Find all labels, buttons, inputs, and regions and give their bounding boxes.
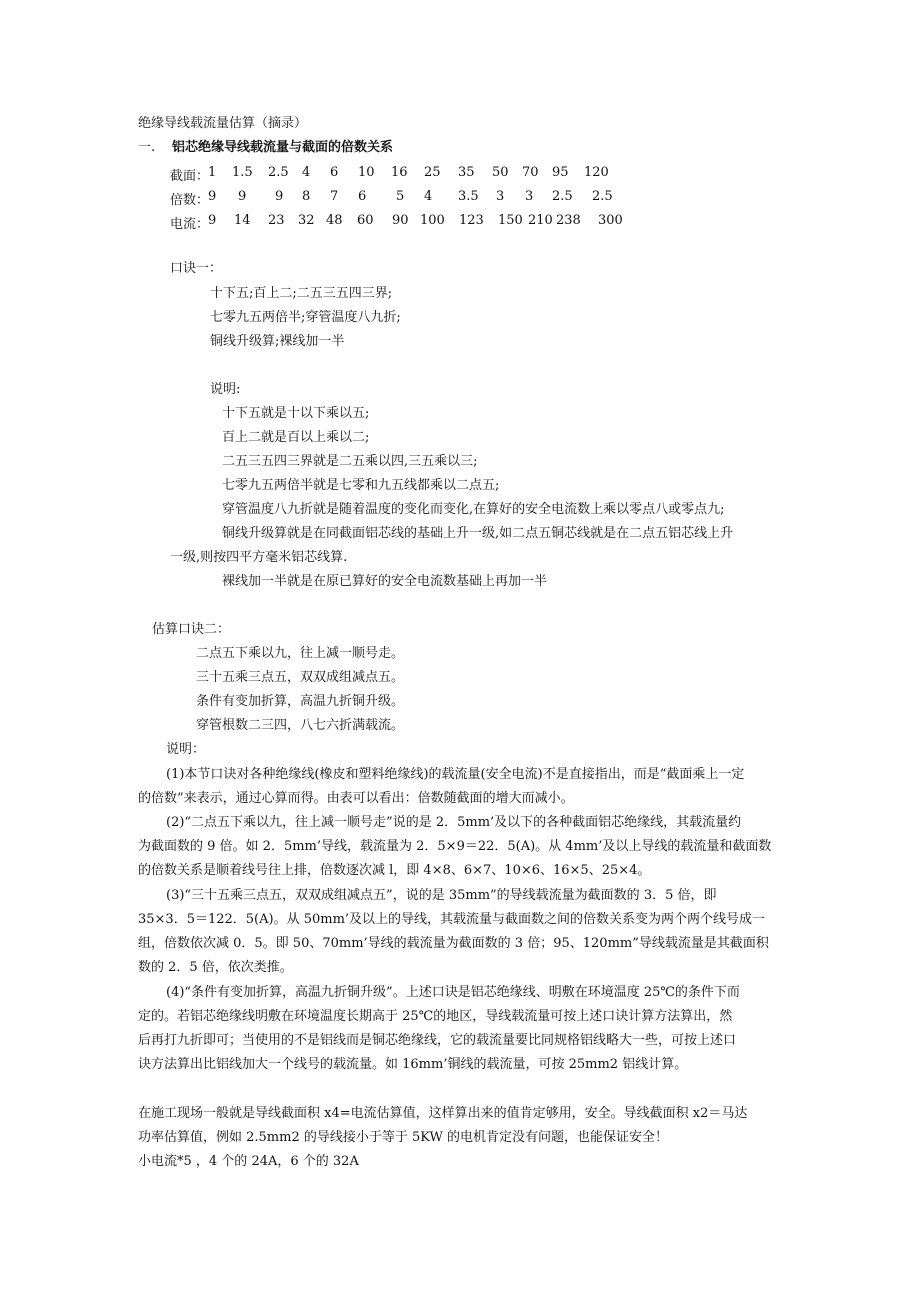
section-cell: 120	[584, 165, 609, 180]
multiplier-cell: 7	[330, 189, 339, 204]
rhyme1-explain-line: 十下五就是十以下乘以五;	[222, 406, 370, 421]
explain-paragraph-line: 35×3．5＝122．5(A)。从 50mm’及以上的导线，其载流量与截面数之间的倍数关系变为两个两个线号成一	[138, 912, 766, 927]
rhyme1-explain-line: 裸线加一半就是在原已算好的安全电流数基础上再加一半	[222, 574, 548, 589]
rhyme1-line: 铜线升级算;裸线加一半	[210, 334, 345, 349]
rhyme1-explain-line: 百上二就是百以上乘以二;	[222, 430, 370, 445]
section-cell: 6	[330, 165, 339, 180]
explain-paragraph-line: 数的 2．5 倍，依次类推。	[138, 960, 293, 975]
explain-paragraph-line: 的倍数”来表示，通过心算而得。由表可以看出：倍数随截面的增大而减小。	[138, 791, 574, 806]
rhyme1-explain-line: 七零九五两倍半就是七零和九五线都乘以二点五;	[222, 478, 500, 493]
rhyme1-line: 十下五;百上二;二五三五四三界;	[210, 286, 393, 301]
section-cell: 25	[424, 165, 441, 180]
explain-paragraph-line: 的倍数关系是顺着线号往上排，倍数逐次减 l，即 4×8、6×7、10×6、16×5、25×4。	[138, 863, 651, 878]
explain-paragraph-line: (3)“三十五乘三点五，双双成组减点五”，说的是 35mm”的导线载流量为截面数的 3．5 倍，即	[166, 888, 717, 903]
rhyme1-explain-line: 铜线升级算就是在同截面铝芯线的基础上升一级,如二点五铜芯线就是在二点五铝芯线上升	[222, 526, 734, 541]
rhyme2-heading: 估算口诀二：	[152, 622, 231, 637]
multiplier-cell: 9	[238, 189, 247, 204]
section-cell: 1	[208, 165, 217, 180]
rhyme1-heading: 口诀一：	[170, 261, 223, 276]
rhyme1-line: 七零九五两倍半;穿管温度八九折;	[210, 310, 401, 325]
multiplier-cell: 5	[396, 189, 405, 204]
section-heading: 铝芯绝缘导线载流量与截面的倍数关系	[172, 140, 394, 155]
document-title: 绝缘导线载流量估算（摘录）	[138, 116, 308, 131]
section-cell: 1.5	[232, 165, 253, 180]
multiplier-cell: 3.5	[458, 189, 479, 204]
current-cell: 123	[459, 213, 484, 228]
current-cell: 210	[528, 213, 553, 228]
explain-paragraph-line: (2)“二点五下乘以九，往上减一顺号走”说的是 2．5mm’及以下的各种截面铝芯绝缘线，其载流量约	[166, 815, 742, 830]
multiplier-cell: 8	[302, 189, 311, 204]
section-cell: 35	[458, 165, 475, 180]
section-row-label: 截面：	[170, 169, 210, 184]
current-cell: 90	[392, 213, 409, 228]
section-cell: 70	[522, 165, 539, 180]
explain-paragraph-line: (4)“条件有变加折算，高温九折铜升级”。上述口诀是铝芯绝缘线、明敷在环境温度 25℃的条件下而	[166, 985, 740, 1000]
footer-note-line: 功率估算值，例如 2.5mm2 的导线接小于等于 5KW 的电机肯定没有问题，也能保证安全！	[138, 1130, 669, 1145]
section-cell: 95	[552, 165, 569, 180]
rhyme2-line: 穿管根数二三四，八七六折满载流。	[196, 718, 405, 733]
multiplier-cell: 2.5	[552, 189, 573, 204]
section-cell: 16	[391, 165, 408, 180]
current-cell: 100	[420, 213, 445, 228]
explain-paragraph-line: 诀方法算出比铝线加大一个线号的载流量。如 16mm’铜线的载流量，可按 25mm2 铝线计算。	[138, 1057, 688, 1072]
multiplier-cell: 6	[358, 189, 367, 204]
rhyme1-explain-line: 穿管温度八九折就是随着温度的变化而变化,在算好的安全电流数上乘以零点八或零点九;	[222, 502, 725, 517]
rhyme1-explain-line: 一级,则按四平方毫米铝芯线算.	[170, 550, 348, 565]
explain-paragraph-line: 定的。若铝芯绝缘线明敷在环境温度长期高于 25℃的地区，导线载流量可按上述口诀计算方法算出，然	[138, 1009, 733, 1024]
section-cell: 2.5	[268, 165, 289, 180]
section-cell: 50	[492, 165, 509, 180]
multiplier-cell: 9	[275, 189, 284, 204]
multiplier-cell: 3	[525, 189, 534, 204]
current-cell: 48	[326, 213, 343, 228]
rhyme2-explain-heading: 说明：	[166, 742, 206, 757]
explain-paragraph-line: 组，倍数依次减 0．5。即 50、70mm’导线的载流量为截面数的 3 倍；95、120mm”导线载流量是其截面积	[138, 936, 769, 951]
footer-note-line: 小电流*5 ，4 个的 24A，6 个的 32A	[138, 1154, 359, 1169]
rhyme1-explain-line: 二五三五四三界就是二五乘以四,三五乘以三;	[222, 454, 478, 469]
multiplier-cell: 4	[424, 189, 433, 204]
multiplier-cell: 3	[496, 189, 505, 204]
current-cell: 238	[556, 213, 581, 228]
current-cell: 14	[234, 213, 251, 228]
multiplier-cell: 2.5	[592, 189, 613, 204]
current-row-label: 电流：	[170, 217, 210, 232]
current-cell: 300	[598, 213, 623, 228]
rhyme2-line: 二点五下乘以九，往上减一顺号走。	[196, 646, 405, 661]
section-cell: 4	[302, 165, 311, 180]
section-number: 一.	[138, 140, 156, 155]
footer-note-line: 在施工现场一般就是导线截面积 x4=电流估算值，这样算出来的值肯定够用，安全。导线截面积 x2＝马达	[138, 1106, 748, 1121]
current-cell: 23	[268, 213, 285, 228]
rhyme2-line: 条件有变加折算，高温九折铜升级。	[196, 694, 405, 709]
current-cell: 150	[498, 213, 523, 228]
current-cell: 9	[208, 213, 217, 228]
explain-paragraph-line: (1)本节口诀对各种绝缘线(橡皮和塑料绝缘线)的载流量(安全电流)不是直接指出，而是“截面乘上一定	[166, 767, 745, 782]
section-cell: 10	[358, 165, 375, 180]
explain-paragraph-line: 为截面数的 9 倍。如 2．5mm’导线，载流量为 2．5×9＝22．5(A)。从 4mm’及以上导线的载流量和截面数	[138, 839, 772, 854]
explain-paragraph-line: 后再打九折即可；当使用的不是铝线而是铜芯绝缘线，它的载流量要比同规格铝线略大一些，可按上述口	[138, 1033, 737, 1048]
multiplier-row-label: 倍数：	[170, 193, 210, 208]
rhyme1-explain-heading: 说明:	[210, 382, 241, 397]
current-cell: 32	[298, 213, 315, 228]
current-cell: 60	[357, 213, 374, 228]
rhyme2-line: 三十五乘三点五，双双成组减点五。	[196, 670, 405, 685]
multiplier-cell: 9	[208, 189, 217, 204]
